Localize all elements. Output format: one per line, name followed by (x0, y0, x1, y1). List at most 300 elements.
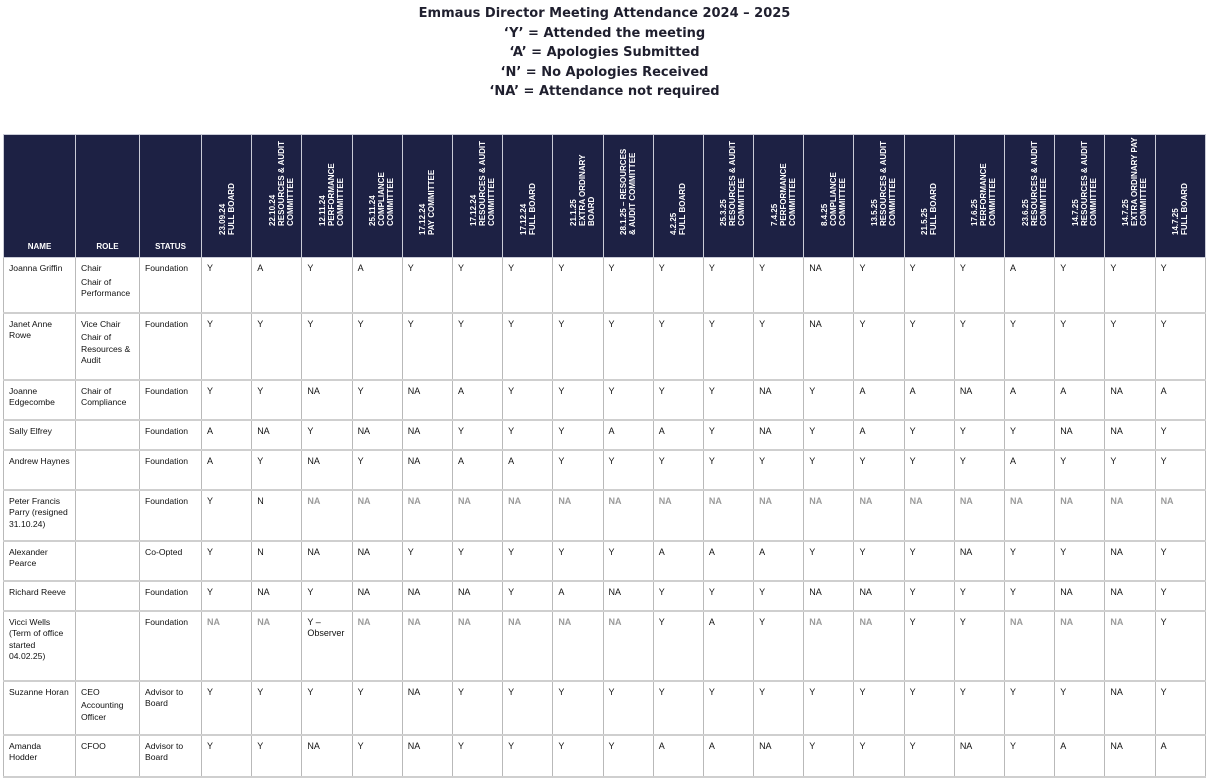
attendance-cell: Y (302, 420, 352, 450)
director-name-text: Richard Reeve (9, 586, 66, 597)
attendance-cell: NA (854, 611, 904, 681)
meeting-header-line: 23.09.24 (217, 203, 227, 235)
meeting-header-line: 14.7.25 (1171, 208, 1181, 235)
attendance-cell: Y (452, 420, 502, 450)
attendance-cell: Y (202, 490, 252, 541)
director-status: Co-Opted (140, 541, 202, 581)
attendance-cell: Y (302, 258, 352, 313)
attendance-cell: NA (954, 490, 1004, 541)
attendance-cell: NA (854, 490, 904, 541)
meeting-header (904, 135, 954, 258)
attendance-cell: NA (352, 420, 402, 450)
attendance-cell: Y (202, 541, 252, 581)
header-status: STATUS (140, 135, 202, 258)
attendance-cell: Y (904, 420, 954, 450)
attendance-cell: NA (1105, 490, 1155, 541)
director-name (4, 581, 76, 611)
legend-apologies: ‘A’ = Apologies Submitted (509, 45, 700, 60)
meeting-header-line: 23.6.25 (1020, 199, 1030, 226)
attendance-cell: Y (553, 681, 603, 735)
attendance-cell: NA (503, 490, 553, 541)
attendance-cell: Y (402, 541, 452, 581)
meeting-header-line: 21.5.25 (920, 208, 930, 235)
meeting-header-line: COMMITTEE (1088, 178, 1098, 226)
meeting-header-line: RESOURCES & AUDIT (1029, 140, 1039, 226)
attendance-cell: A (854, 420, 904, 450)
attendance-cell: Y (1155, 420, 1205, 450)
attendance-cell: Y (1055, 258, 1105, 313)
legend-no-apologies: ‘N’ = No Apologies Received (500, 64, 709, 80)
attendance-cell: Y (703, 380, 753, 420)
attendance-cell: Y (954, 420, 1004, 450)
meeting-header-line: 12.11.24 (317, 195, 327, 226)
director-name (4, 313, 76, 380)
meeting-header-line: & AUDIT COMMITTEE (628, 152, 638, 235)
meeting-header-line: COMPLIANCE (828, 172, 838, 226)
attendance-cell: Y (252, 450, 302, 490)
attendance-cell: Y (402, 258, 452, 313)
attendance-cell: A (252, 258, 302, 313)
director-status: Foundation (140, 581, 202, 611)
director-role (76, 735, 140, 777)
attendance-cell: A (854, 380, 904, 420)
attendance-cell: A (1155, 735, 1205, 777)
attendance-cell: Y (352, 450, 402, 490)
meeting-header (1005, 135, 1055, 258)
attendance-cell: Y (553, 541, 603, 581)
attendance-cell: NA (1105, 681, 1155, 735)
director-name (4, 681, 76, 735)
attendance-cell: NA (954, 541, 1004, 581)
attendance-cell: A (703, 735, 753, 777)
director-name-text: Joanne Edgecombe (9, 385, 55, 407)
attendance-cell: Y (1155, 258, 1205, 313)
attendance-cell: Y (1055, 541, 1105, 581)
attendance-cell: Y (804, 380, 854, 420)
attendance-cell: Y (352, 380, 402, 420)
attendance-cell: Y (352, 735, 402, 777)
table-header-row (4, 135, 1206, 258)
table-row (4, 258, 1206, 313)
attendance-cell: NA (754, 380, 804, 420)
meeting-header-line: FULL BOARD (527, 183, 537, 235)
attendance-cell: Y (603, 380, 653, 420)
attendance-cell: A (653, 420, 703, 450)
attendance-cell: NA (1005, 611, 1055, 681)
attendance-cell: Y (603, 450, 653, 490)
attendance-cell: NA (603, 581, 653, 611)
meeting-header (1105, 135, 1155, 258)
attendance-cell: Y (653, 380, 703, 420)
director-name (4, 380, 76, 420)
attendance-cell: A (1005, 258, 1055, 313)
meeting-header-line: COMMITTEE (888, 178, 898, 226)
meeting-header-line: COMMITTEE (486, 178, 496, 226)
attendance-cell: Y (302, 581, 352, 611)
attendance-cell: Y (653, 611, 703, 681)
attendance-cell: Y (904, 450, 954, 490)
attendance-cell: NA (603, 611, 653, 681)
attendance-cell: Y (252, 735, 302, 777)
attendance-cell: Y (754, 681, 804, 735)
attendance-cell: NA (252, 581, 302, 611)
meeting-header-line: 17.12.24 (468, 194, 478, 226)
attendance-cell: Y (452, 258, 502, 313)
meeting-header-line: RESOURCES & AUDIT (477, 140, 487, 226)
table-row (4, 490, 1206, 541)
attendance-cell: Y (352, 313, 402, 380)
attendance-cell: NA (1105, 541, 1155, 581)
attendance-cell: Y (503, 380, 553, 420)
attendance-cell: A (754, 541, 804, 581)
meeting-header-line: PAY COMMITTEE (427, 169, 437, 235)
attendance-table (3, 134, 1206, 778)
attendance-cell: NA (804, 490, 854, 541)
director-role-text: Chair of Compliance (81, 385, 127, 407)
director-name (4, 490, 76, 541)
attendance-cell: NA (603, 490, 653, 541)
director-name (4, 735, 76, 777)
table-body (4, 258, 1206, 777)
attendance-cell: Y (904, 541, 954, 581)
meeting-header-line: 21.1.25 (568, 199, 578, 226)
director-role-text: Chair of Resources & Audit (81, 332, 131, 365)
attendance-cell: Y (954, 611, 1004, 681)
attendance-cell: Y (1055, 450, 1105, 490)
director-role (76, 581, 140, 611)
attendance-cell: Y (804, 681, 854, 735)
table-row (4, 420, 1206, 450)
attendance-cell: Y (904, 313, 954, 380)
attendance-cell: A (703, 541, 753, 581)
attendance-cell: Y (252, 681, 302, 735)
meeting-header-line: EXTRA ORDINARY (577, 154, 587, 226)
attendance-cell: NA (1055, 611, 1105, 681)
attendance-cell: NA (302, 450, 352, 490)
director-name (4, 450, 76, 490)
director-name (4, 541, 76, 581)
attendance-cell: NA (402, 380, 452, 420)
meeting-header-line: RESOURCES & AUDIT (728, 140, 738, 226)
director-role-text: Chair (81, 263, 102, 273)
meeting-header (804, 135, 854, 258)
attendance-cell: NA (954, 735, 1004, 777)
attendance-cell: A (1055, 735, 1105, 777)
meeting-header (553, 135, 603, 258)
attendance-cell: NA (804, 611, 854, 681)
attendance-cell: NA (402, 420, 452, 450)
attendance-cell: A (1005, 450, 1055, 490)
meeting-header-line: 4.2.25 (669, 212, 679, 235)
attendance-cell: NA (703, 490, 753, 541)
director-name-text: Amanda Hodder (9, 740, 42, 762)
attendance-cell: NA (1105, 581, 1155, 611)
attendance-cell: NA (553, 490, 603, 541)
meeting-header (1155, 135, 1205, 258)
attendance-cell: A (653, 541, 703, 581)
attendance-cell: NA (1105, 380, 1155, 420)
meeting-header-line: COMMITTEE (386, 178, 396, 226)
attendance-cell: Y (954, 581, 1004, 611)
attendance-cell: Y (503, 735, 553, 777)
director-name-text: Suzanne Horan (9, 686, 69, 697)
attendance-cell: Y (1105, 450, 1155, 490)
director-role (76, 420, 140, 450)
attendance-cell: Y (804, 541, 854, 581)
attendance-cell: Y (754, 611, 804, 681)
table-row (4, 541, 1206, 581)
attendance-cell: Y (302, 313, 352, 380)
attendance-cell: Y (553, 380, 603, 420)
attendance-cell: NA (352, 490, 402, 541)
attendance-cell: Y (804, 420, 854, 450)
attendance-cell: NA (553, 611, 603, 681)
meeting-header-line: FULL BOARD (1180, 183, 1190, 235)
attendance-cell: Y (1005, 541, 1055, 581)
attendance-cell: Y (653, 258, 703, 313)
attendance-cell: N (252, 490, 302, 541)
attendance-cell: NA (1055, 581, 1105, 611)
attendance-cell: NA (452, 581, 502, 611)
attendance-cell: Y (1155, 450, 1205, 490)
director-role (76, 541, 140, 581)
attendance-cell: Y (854, 541, 904, 581)
attendance-cell: Y (1155, 581, 1205, 611)
attendance-cell: NA (804, 581, 854, 611)
attendance-cell: NA (1105, 420, 1155, 450)
attendance-cell: NA (252, 611, 302, 681)
meeting-header-line: FULL BOARD (929, 183, 939, 235)
director-status: Advisor to Board (140, 735, 202, 777)
director-status: Foundation (140, 611, 202, 681)
attendance-cell: Y (703, 681, 753, 735)
meeting-header (402, 135, 452, 258)
attendance-cell: Y (653, 450, 703, 490)
director-status: Foundation (140, 380, 202, 420)
meeting-header (954, 135, 1004, 258)
attendance-cell: NA (402, 735, 452, 777)
meeting-header-line: 17.12.24 (518, 203, 528, 235)
attendance-cell: A (352, 258, 402, 313)
attendance-cell: A (603, 420, 653, 450)
attendance-cell: Y (202, 681, 252, 735)
meeting-header-line: 8.4.25 (819, 203, 829, 226)
attendance-cell: NA (1105, 611, 1155, 681)
table-row (4, 735, 1206, 777)
table-row (4, 313, 1206, 380)
attendance-cell: NA (754, 420, 804, 450)
attendance-cell: Y (954, 681, 1004, 735)
attendance-cell: NA (804, 313, 854, 380)
attendance-cell: A (703, 611, 753, 681)
director-name-text: Joanna Griffin (9, 263, 63, 273)
attendance-cell: Y (904, 581, 954, 611)
attendance-cell: Y (352, 681, 402, 735)
attendance-cell: Y (1155, 681, 1205, 735)
meeting-header-line: 17.12.24 (418, 203, 428, 235)
meeting-header (703, 135, 753, 258)
attendance-cell: Y (452, 541, 502, 581)
attendance-cell: Y (452, 313, 502, 380)
attendance-cell: NA (202, 611, 252, 681)
attendance-cell: NA (854, 581, 904, 611)
director-name (4, 611, 76, 681)
director-role (76, 380, 140, 420)
attendance-cell: A (202, 450, 252, 490)
meeting-header-line: 22.10.24 (267, 194, 277, 226)
director-name-text: Peter Francis Parry (resigned 31.10.24) (9, 495, 68, 529)
attendance-cell: Y (202, 380, 252, 420)
director-role (76, 258, 140, 313)
attendance-cell: Y (1105, 258, 1155, 313)
legend-not-required: ‘NA’ = Attendance not required (489, 84, 720, 99)
meeting-header-line: 17.6.25 (970, 199, 980, 226)
attendance-cell: A (1055, 380, 1105, 420)
document-title: Emmaus Director Meeting Attendance 2024 – 2025 (418, 6, 791, 21)
attendance-cell: Y (703, 420, 753, 450)
attendance-cell: NA (1005, 490, 1055, 541)
meeting-header-line: EXTRA ORDINARY PAY (1129, 137, 1139, 226)
attendance-cell: NA (352, 581, 402, 611)
meeting-header (252, 135, 302, 258)
director-name (4, 420, 76, 450)
attendance-cell: Y (553, 420, 603, 450)
attendance-cell: Y (553, 313, 603, 380)
meeting-header-line: 13.5.25 (870, 199, 880, 226)
attendance-cell: Y (754, 313, 804, 380)
attendance-cell: Y (904, 258, 954, 313)
meeting-header (603, 135, 653, 258)
attendance-cell: NA (402, 490, 452, 541)
attendance-cell: N (252, 541, 302, 581)
director-name-text: Vicci Wells (Term of office started 04.02.25) (9, 616, 64, 661)
attendance-cell: Y (252, 313, 302, 380)
attendance-cell: Y (703, 313, 753, 380)
meeting-header-line: RESOURCES & AUDIT (1079, 140, 1089, 226)
director-status: Foundation (140, 313, 202, 380)
director-role-text: Accounting Officer (81, 700, 124, 722)
director-role (76, 313, 140, 380)
director-role-text: CEO (81, 686, 100, 697)
attendance-cell: NA (503, 611, 553, 681)
attendance-cell: Y (854, 681, 904, 735)
attendance-cell: Y (1055, 681, 1105, 735)
attendance-cell: Y (854, 450, 904, 490)
meeting-header (503, 135, 553, 258)
attendance-cell: Y (804, 735, 854, 777)
attendance-cell: Y (1155, 313, 1205, 380)
attendance-cell: Y (703, 258, 753, 313)
attendance-cell: Y (452, 735, 502, 777)
meeting-header (452, 135, 502, 258)
director-name-text: Alexander Pearce (9, 546, 48, 568)
meeting-header-line: COMMITTEE (837, 178, 847, 226)
attendance-cell: Y (904, 735, 954, 777)
director-role (76, 450, 140, 490)
attendance-cell: Y (754, 581, 804, 611)
table-row (4, 681, 1206, 735)
meeting-header (1055, 135, 1105, 258)
meeting-header-line: COMMITTEE (787, 178, 797, 226)
attendance-cell: Y (553, 258, 603, 313)
attendance-cell: Y (653, 581, 703, 611)
attendance-cell: NA (402, 611, 452, 681)
attendance-cell: A (904, 380, 954, 420)
attendance-cell: Y (1055, 313, 1105, 380)
attendance-cell: Y (1005, 420, 1055, 450)
attendance-cell: Y (904, 611, 954, 681)
meeting-header-line: COMMITTEE (988, 178, 998, 226)
meeting-header-line: 14.7.25 (1070, 199, 1080, 226)
attendance-cell: A (1155, 380, 1205, 420)
meeting-header-line: COMMITTEE (285, 178, 295, 226)
attendance-cell: Y (503, 258, 553, 313)
meeting-header-line: COMMITTEE (1038, 178, 1048, 226)
attendance-cell: Y (754, 450, 804, 490)
attendance-cell: NA (1055, 490, 1105, 541)
meeting-header-line: COMMITTEE (1138, 178, 1148, 226)
attendance-cell: Y (503, 541, 553, 581)
attendance-cell: Y (754, 258, 804, 313)
attendance-cell: Y (954, 258, 1004, 313)
attendance-cell: Y (703, 581, 753, 611)
meeting-header-line: RESOURCES & AUDIT (879, 140, 889, 226)
attendance-cell: Y (202, 581, 252, 611)
attendance-cell: Y (653, 313, 703, 380)
attendance-cell: Y (252, 380, 302, 420)
meeting-header-line: FULL BOARD (678, 183, 688, 235)
attendance-cell: Y (603, 541, 653, 581)
meeting-header-line: FULL BOARD (226, 183, 236, 235)
director-role (76, 490, 140, 541)
attendance-cell: Y (1155, 541, 1205, 581)
header-name: NAME (4, 135, 76, 258)
attendance-cell: NA (1105, 735, 1155, 777)
attendance-cell: Y (653, 681, 703, 735)
attendance-cell: NA (252, 420, 302, 450)
attendance-cell: A (202, 420, 252, 450)
attendance-cell: Y (402, 313, 452, 380)
director-role-text: Chair of Performance (81, 276, 131, 298)
attendance-cell: Y (1005, 581, 1055, 611)
attendance-cell: Y (452, 681, 502, 735)
director-role-text: Vice Chair (81, 318, 121, 329)
director-name (4, 258, 76, 313)
attendance-cell: Y (1005, 313, 1055, 380)
meeting-header (302, 135, 352, 258)
attendance-cell: Y (603, 735, 653, 777)
attendance-cell: NA (302, 541, 352, 581)
document-header (0, 4, 1209, 102)
attendance-cell: NA (954, 380, 1004, 420)
attendance-cell: A (452, 450, 502, 490)
director-role-text: CFOO (81, 740, 106, 751)
attendance-cell: Y (503, 581, 553, 611)
attendance-cell: Y (503, 420, 553, 450)
meeting-header-line: 25.3.25 (719, 199, 729, 226)
director-name-text: Andrew Haynes (9, 455, 70, 466)
attendance-cell: NA (1155, 490, 1205, 541)
meeting-header-line: BOARD (586, 196, 596, 226)
attendance-cell: Y (603, 258, 653, 313)
attendance-cell: NA (1055, 420, 1105, 450)
attendance-cell: NA (302, 380, 352, 420)
director-name-text: Sally Elfrey (9, 425, 52, 436)
attendance-cell: Y (854, 313, 904, 380)
attendance-cell: Y (603, 313, 653, 380)
director-role (76, 681, 140, 735)
meeting-header (854, 135, 904, 258)
